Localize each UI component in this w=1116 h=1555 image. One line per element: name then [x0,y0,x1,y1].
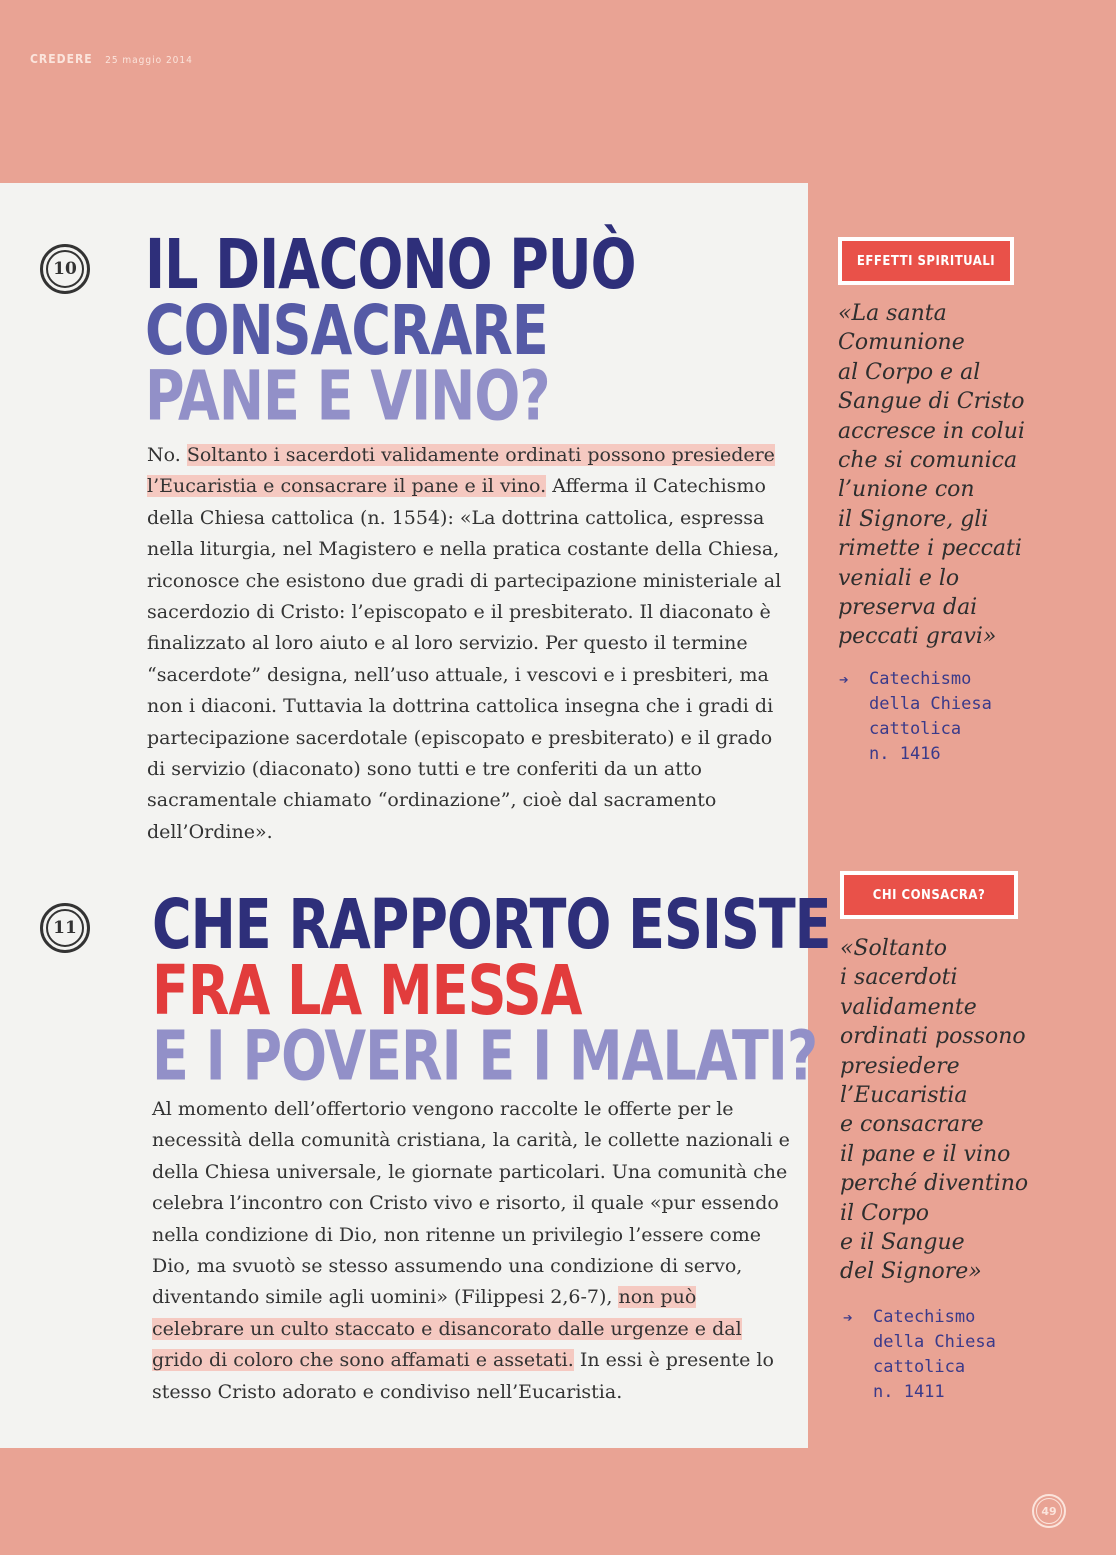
quote-line: e consacrare [840,1112,984,1138]
question-number: 10 [46,250,84,288]
quote-line: il Signore, gli [838,506,989,532]
quote-line: preserva dai [838,595,978,621]
answer-intro: Al momento dell’offertorio vengono raccolte le offerte per le necessità della comunità cristiana, la carità, le collette nazionali e della Chiesa universale, le giornate particolari. Una comunità che celebra l’incontro con Cristo vivo e risorto, il quale «pur essendo nella condizione di Dio, non ritenne un privilegio l’essere come Dio, ma svuotò se stesso assumendo una condizione di servo, diventando simile agli uomini» (Filippesi 2,6-7), [152,1098,790,1309]
quote-line: rimette i peccati [838,536,1022,562]
reference-line: della Chiesa [869,694,992,714]
running-header [30,52,193,66]
headline-line-3: PANE E VINO? [145,356,550,437]
answer-intro: No. [147,444,187,466]
quote-line: Sangue di Cristo [838,389,1025,415]
quote-line: «La santa [838,301,947,326]
quote-line: i sacerdoti [840,965,958,991]
quote-line: che si comunica [838,448,1018,474]
sidebar-quote-1 [838,299,1025,652]
quote-line: il Corpo [840,1200,929,1226]
reference-line: della Chiesa [873,1332,996,1352]
quote-line: l’Eucaristia [840,1083,968,1109]
headline-line-1: IL DIACONO PUÒ [145,224,636,306]
quote-line: il pane e il vino [840,1141,1011,1167]
headline-question-10 [145,224,636,437]
magazine-name: CREDERE [30,52,93,66]
answer-text-11 [152,1094,790,1408]
quote-line: veniali e lo [838,565,960,591]
issue-date: 25 maggio 2014 [105,55,193,66]
sidebar-quote-2 [840,934,1028,1287]
question-number-badge-11 [40,903,90,953]
sidebar-tag-chi-consacra: CHI CONSACRA? [840,871,1018,919]
headline-question-11 [152,884,831,1097]
double-arrow-icon: ➔ [843,1308,853,1327]
quote-line: «Soltanto [840,936,948,961]
answer-rest: Afferma il Catechismo della Chiesa cattolica (n. 1554): «La dottrina cattolica, espressa nella liturgia, nel Magistero e nella pratica costante della Chiesa, riconosce che esistono due gradi di partecipazione ministeriale al sacerdozio di Cristo: l’episcopato e il presbiterato. Il diaconato è finalizzato al loro aiuto e al loro servizio. Per questo il termine “sacerdote” designa, nell’uso attuale, i vescovi e i presbiteri, ma non i diaconi. Tuttavia la dottrina cattolica insegna che i gradi di partecipazione sacerdotale (episcopato e presbiterato) e il grado di servizio (diaconato) sono tutti e tre conferiti da un atto sacramentale chiamato “ordinazione”, cioè dal sacramento dell’Ordine». [147,475,782,843]
reference-line: n. 1416 [869,744,941,764]
question-number-badge-10 [40,244,90,294]
quote-line: del Signore» [840,1259,982,1285]
headline-line-3: E I POVERI E I MALATI? [152,1016,818,1097]
answer-rest: In essi è presente lo stesso Cristo adorato e condiviso nell’Eucaristia. [152,1349,774,1403]
headline-line-2: CONSACRARE [145,290,548,371]
reference-line: cattolica [869,719,962,739]
reference-line: Catechismo [873,1307,976,1327]
reference-line: Catechismo [869,669,972,689]
double-arrow-icon: ➔ [839,670,849,689]
quote-line: peccati gravi» [838,624,997,650]
quote-line: e il Sangue [840,1230,965,1256]
answer-highlight: non può celebrare un culto staccato e disancorato dalle urgenze e dal grido di coloro che sono affamati e assetati. [152,1286,742,1372]
reference-line: n. 1411 [873,1382,945,1402]
headline-line-1: CHE RAPPORTO ESISTE [152,884,831,966]
reference-line: cattolica [873,1357,966,1377]
answer-text-10 [147,440,787,848]
quote-line: l’unione con [838,477,975,503]
answer-highlight: Soltanto i sacerdoti validamente ordinati possono presiedere l’Eucaristia e consacrare il pane e il vino. [147,444,775,498]
sidebar-tag-effetti-spirituali: EFFETTI SPIRITUALI [838,237,1014,285]
quote-line: presiedere [840,1053,960,1079]
quote-line: Comunione [838,330,965,356]
question-number: 11 [46,909,84,947]
page-number: 49 [1036,1498,1062,1524]
page-number-badge [1032,1494,1066,1528]
headline-line-2: FRA LA MESSA [152,950,582,1031]
quote-line: validamente [840,994,977,1020]
sidebar-reference-1 [839,667,992,767]
quote-line: accresce in colui [838,418,1025,444]
quote-line: al Corpo e al [838,359,981,385]
quote-line: perché diventino [840,1171,1029,1197]
sidebar-reference-2 [843,1305,996,1405]
quote-line: ordinati possono [840,1024,1026,1050]
